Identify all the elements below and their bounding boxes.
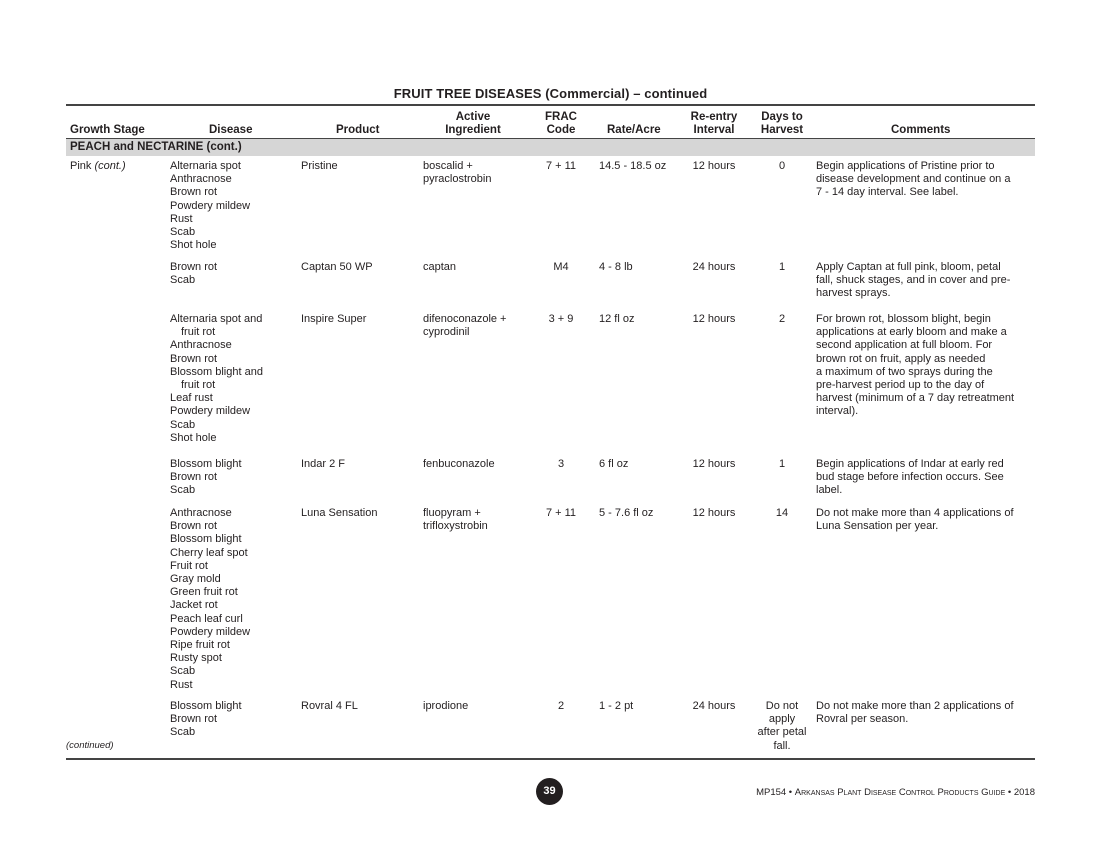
reentry-cell: 12 hours [692,507,736,519]
header-growth-stage: Growth Stage [70,124,145,136]
frac-cell: 3 + 9 [548,313,574,325]
reentry-cell: 12 hours [692,160,736,172]
header-active-ingredient: Active Ingredient [445,111,501,136]
top-rule [66,104,1035,106]
footer-year: 2018 [1013,787,1035,798]
product-cell: Captan 50 WP [301,261,373,273]
disease-cell: Anthracnose Brown rot Blossom blight Cherry leaf spot Fruit rot Gray mold Green fruit rot Jacket rot Peach leaf curl Powdery mildew Ripe fruit rot Rusty spot Scab Rust [170,507,251,691]
header-product: Product [336,124,380,136]
ingredient-cell: captan [423,261,457,273]
section-heading: PEACH and NECTARINE (cont.) [66,139,1035,156]
frac-cell: 2 [557,700,565,712]
comments-cell: Begin applications of Pristine prior to disease development and continue on a 7 - 14 day interval. See label. [816,160,1011,199]
reentry-cell: 12 hours [692,458,736,470]
product-cell: Pristine [301,160,338,172]
footer-guide-title: Arkansas Plant Disease Control Products Guide [794,787,1006,798]
rate-cell: 5 - 7.6 fl oz [599,507,654,519]
days-cell: 1 [778,458,786,470]
ingredient-cell: boscalid + pyraclostrobin [423,160,492,186]
ingredient-cell: fenbuconazole [423,458,495,470]
ingredient-cell: difenoconazole + cyprodinil [423,313,507,339]
frac-cell: 7 + 11 [545,160,577,172]
page-title: FRUIT TREE DISEASES (Commercial) – continued [393,86,708,101]
rate-cell: 6 fl oz [599,458,629,470]
reentry-cell: 24 hours [692,261,736,273]
days-cell: Do not apply after petal fall. [757,700,807,752]
days-cell: 1 [778,261,786,273]
footer-code: MP154 [756,787,787,798]
rate-cell: 14.5 - 18.5 oz [599,160,667,172]
continued-note: (continued) [66,740,114,751]
disease-cell: Alternaria spot and fruit rot Anthracnose Brown rot Blossom blight and fruit rot Leaf rust Powdery mildew Scab Shot hole [170,313,263,444]
comments-cell: Begin applications of Indar at early red bud stage before infection occurs. See label. [816,458,1004,497]
days-cell: 14 [775,507,789,519]
table-header [66,107,1035,137]
header-disease: Disease [209,124,253,136]
header-days-to-harvest: Days to Harvest [760,111,804,136]
comments-cell: Do not make more than 2 applications of Rovral per season. [816,700,1014,726]
header-rate: Rate/Acre [607,124,661,136]
header-comments: Comments [891,124,951,136]
header-reentry: Re-entry Interval [690,111,738,136]
comments-cell: Apply Captan at full pink, bloom, petal fall, shuck stages, and in cover and pre- harvest sprays. [816,261,1011,300]
rate-cell: 4 - 8 lb [599,261,633,273]
frac-cell: M4 [553,261,569,273]
header-frac-code: FRAC Code [545,111,577,136]
bottom-rule [66,758,1035,760]
reentry-cell: 12 hours [692,313,736,325]
disease-cell: Blossom blight Brown rot Scab [170,700,242,739]
frac-cell: 7 + 11 [545,507,577,519]
comments-cell: For brown rot, blossom blight, begin applications at early bloom and make a second application at full bloom. For brown rot on fruit, apply as needed a maximum of two sprays during the pre-harvest period up to the day of harvest (minimum of a 7 day retreatment interval). [816,313,1015,418]
comments-cell: Do not make more than 4 applications of Luna Sensation per year. [816,507,1014,533]
ingredient-cell: iprodione [423,700,469,712]
product-cell: Rovral 4 FL [301,700,358,712]
frac-cell: 3 [557,458,565,470]
growth-stage-cell: Pink (cont.) [70,160,126,172]
disease-cell: Brown rot Scab [170,261,218,287]
product-cell: Inspire Super [301,313,367,325]
disease-cell: Alternaria spot Anthracnose Brown rot Powdery mildew Rust Scab Shot hole [170,160,251,252]
reentry-cell: 24 hours [692,700,736,712]
page-number: 39 [536,778,563,805]
days-cell: 0 [778,160,786,172]
footer: MP154 • Arkansas Plant Disease Control Products Guide • 2018 [756,787,1035,798]
rate-cell: 1 - 2 pt [599,700,634,712]
rate-cell: 12 fl oz [599,313,635,325]
product-cell: Indar 2 F [301,458,346,470]
days-cell: 2 [778,313,786,325]
disease-cell: Blossom blight Brown rot Scab [170,458,242,497]
product-cell: Luna Sensation [301,507,378,519]
ingredient-cell: fluopyram + trifloxystrobin [423,507,488,533]
